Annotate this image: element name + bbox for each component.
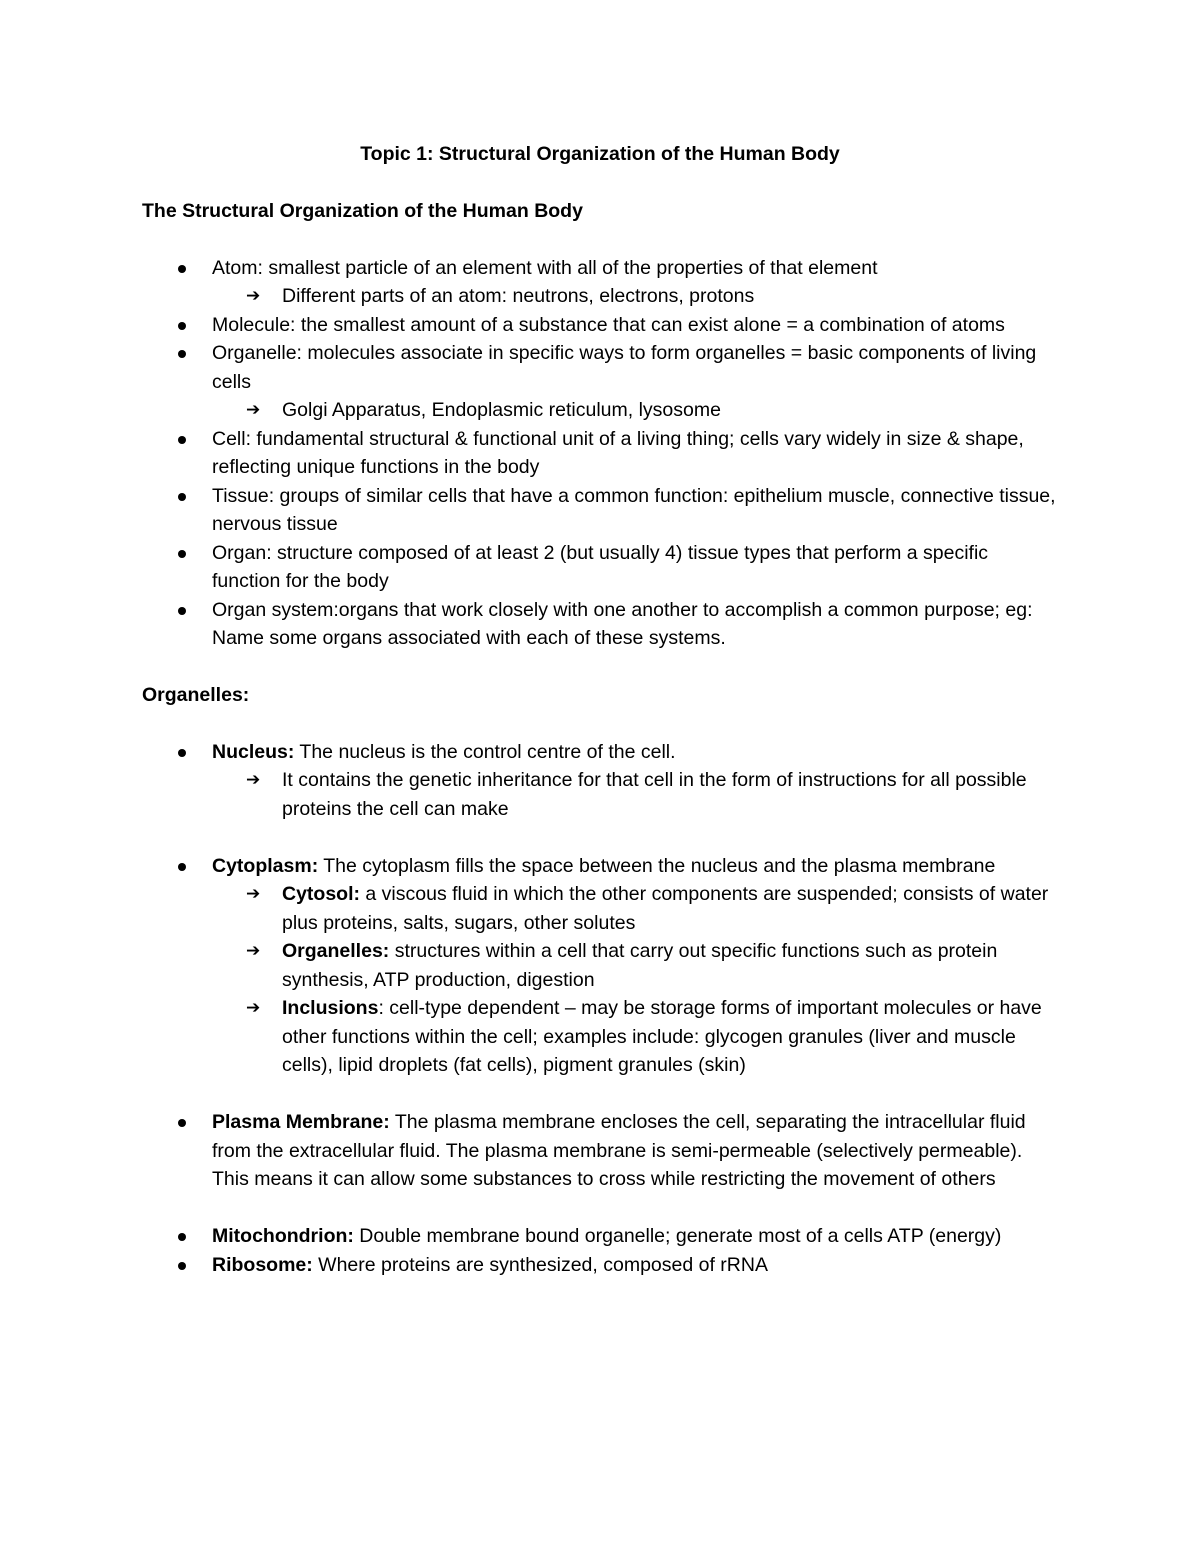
list-item-nucleus: Nucleus: The nucleus is the control centre of the cell. ➔ It contains the genetic inheritance for that cell in the form of instructions for all possible proteins the cell can make bbox=[142, 738, 1058, 824]
section-heading-organelles: Organelles: bbox=[142, 683, 250, 706]
sub-list-item: ➔ It contains the genetic inheritance for that cell in the form of instructions for all possible proteins the cell can make bbox=[212, 766, 1058, 823]
arrow-icon: ➔ bbox=[246, 998, 261, 1018]
bullet-icon bbox=[178, 1119, 186, 1127]
bullet-icon bbox=[178, 493, 186, 501]
list-item: Tissue: groups of similar cells that have a common function: epithelium muscle, connective tissue, nervous tissue bbox=[142, 482, 1058, 539]
sub-list-item: ➔ Golgi Apparatus, Endoplasmic reticulum, lysosome bbox=[212, 396, 1058, 425]
bullet-icon bbox=[178, 550, 186, 558]
list-item: Organelle: molecules associate in specific ways to form organelles = basic components of living cells ➔ Golgi Apparatus, Endoplasmic reticulum, lysosome bbox=[142, 339, 1058, 425]
list-item: Organ: structure composed of at least 2 (but usually 4) tissue types that perform a specific function for the body bbox=[142, 539, 1058, 596]
bullet-icon bbox=[178, 265, 186, 273]
bullet-icon bbox=[178, 350, 186, 358]
arrow-icon: ➔ bbox=[246, 400, 261, 420]
organelles-list bbox=[142, 738, 1058, 824]
list-item-ribosome: Ribosome: Where proteins are synthesized, composed of rRNA bbox=[142, 1251, 1058, 1280]
sub-list-item: ➔ Different parts of an atom: neutrons, electrons, protons bbox=[212, 282, 1058, 311]
bullet-icon bbox=[178, 1262, 186, 1270]
sub-list-item-inclusions: ➔ Inclusions: cell-type dependent – may be storage forms of important molecules or have other functions within the cell; examples include: glycogen granules (liver and muscle cells), lipid droplets (fat cells), pigment granules (skin) bbox=[212, 994, 1058, 1080]
bullet-icon bbox=[178, 322, 186, 330]
page-title: Topic 1: Structural Organization of the Human Body bbox=[360, 143, 840, 165]
arrow-icon: ➔ bbox=[246, 941, 261, 961]
bullet-icon bbox=[178, 607, 186, 615]
arrow-icon: ➔ bbox=[246, 884, 261, 904]
list-item-mitochondrion: Mitochondrion: Double membrane bound organelle; generate most of a cells ATP (energy) bbox=[142, 1222, 1058, 1251]
list-item: Atom: smallest particle of an element with all of the properties of that element ➔ Different parts of an atom: neutrons, electrons, protons bbox=[142, 254, 1058, 311]
list-item: Molecule: the smallest amount of a substance that can exist alone = a combination of atoms bbox=[142, 311, 1058, 340]
arrow-icon: ➔ bbox=[246, 286, 261, 306]
structure-list bbox=[142, 254, 1058, 653]
bullet-icon bbox=[178, 1233, 186, 1241]
bullet-icon bbox=[178, 863, 186, 871]
list-item-cytoplasm: Cytoplasm: The cytoplasm fills the space between the nucleus and the plasma membrane ➔ Cytosol: a viscous fluid in which the other components are suspended; consists of water plus proteins, salts, sugars, other solutes ➔ Organelles: structures within a cell that carry out specific functions such as protein synthesis, ATP production, digestion ➔ Inclusions: cell-type dependent – may be storage forms of important molecules or have other functions within the cell; examples include: glycogen granules (liver and muscle cells), lipid droplets (fat cells), pigment granules (skin) bbox=[142, 852, 1058, 1080]
list-item: Organ system:organs that work closely with one another to accomplish a common purpose; eg: Name some organs associated with each of these systems. bbox=[142, 596, 1058, 653]
sub-list-item-cytosol: ➔ Cytosol: a viscous fluid in which the other components are suspended; consists of water plus proteins, salts, sugars, other solutes bbox=[212, 880, 1058, 937]
arrow-icon: ➔ bbox=[246, 770, 261, 790]
list-item: Cell: fundamental structural & functional unit of a living thing; cells vary widely in size & shape, reflecting unique functions in the body bbox=[142, 425, 1058, 482]
section-heading-structure: The Structural Organization of the Human Body bbox=[142, 199, 583, 222]
list-item-plasma-membrane: Plasma Membrane: The plasma membrane encloses the cell, separating the intracellular fluid from the extracellular fluid. The plasma membrane is semi-permeable (selectively permeable). This means it can allow some substances to cross while restricting the movement of others bbox=[142, 1108, 1058, 1194]
bullet-icon bbox=[178, 436, 186, 444]
bullet-icon bbox=[178, 749, 186, 757]
sub-list-item-organelles: ➔ Organelles: structures within a cell that carry out specific functions such as protein synthesis, ATP production, digestion bbox=[212, 937, 1058, 994]
